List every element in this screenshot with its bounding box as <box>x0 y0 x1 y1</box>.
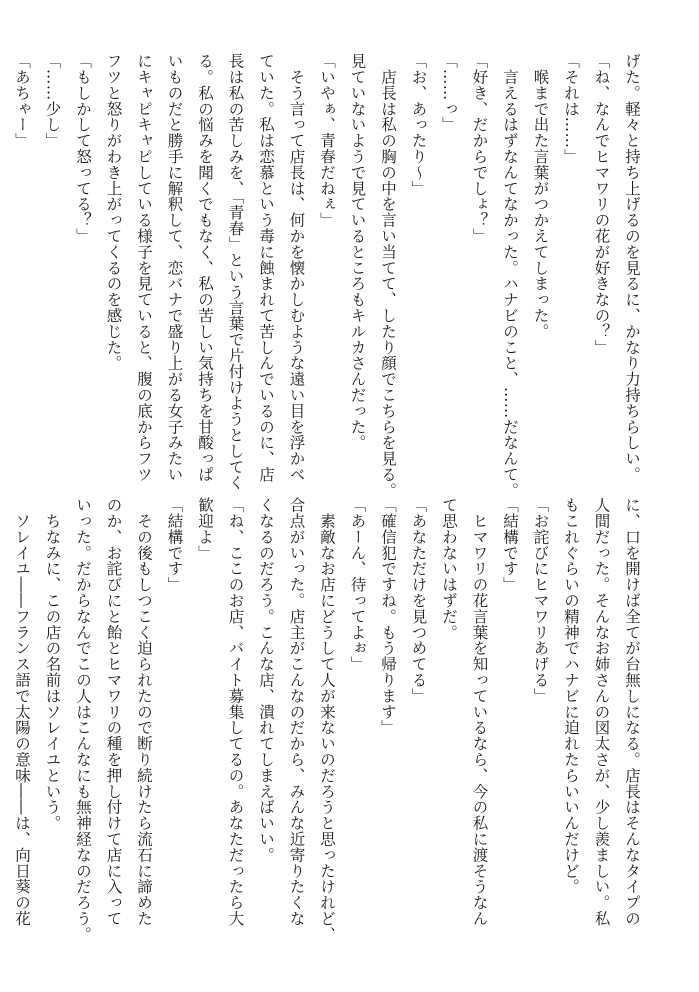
text-line: 長は私の苦しみを、「青春」という言葉で片付けようとしてく <box>226 53 245 491</box>
text-line: くなるのだろう。こんな店、潰れてしまえばいい。 <box>257 497 275 863</box>
text-line: 「あちゃー」 <box>13 53 31 149</box>
text-line: 喉まで出た言葉がつかえてしまった。 <box>531 53 550 340</box>
text-line: ヒマワリの花言葉を知っているなら、今の私に渡そうなん <box>470 497 489 927</box>
text-line: 人間だった。そんなお姉さんの図太さが、少し羨ましい。私 <box>592 497 611 927</box>
text-line: ソレイユ――フランス語で太陽の意味――は、向日葵の花 <box>13 497 31 927</box>
text-block-top <box>13 53 647 499</box>
text-block-bottom <box>13 497 647 943</box>
text-line: 「それは……」 <box>562 53 580 165</box>
text-line: 「あーん、待ってよぉ」 <box>348 497 367 672</box>
text-line: のか、お詫びにと飴とヒマワリの種を押し付けて店に入って <box>104 497 123 927</box>
text-line: いものだと勝手に解釈して、恋バナで盛り上がる女子みたい <box>165 53 184 483</box>
text-line: 合点がいった。店主がこんなのだから、みんな近寄りたくな <box>287 497 306 927</box>
text-line: 「結構です」 <box>165 497 184 593</box>
text-line: 「……少し」 <box>43 53 62 149</box>
text-line: 「好き、だからでしょ？」 <box>470 53 489 244</box>
text-line: 「ね、ここのお店、バイト募集してるの。あなただったら大 <box>226 497 245 927</box>
text-line: にキャピキャピしている様子を見ていると、腹の底からフツ <box>135 53 153 483</box>
text-line: そう言って店長は、何かを懐かしむような遠い目を浮かべ <box>287 53 306 483</box>
text-line <box>0 53 7 458</box>
text-line: 「結構です」 <box>501 497 519 593</box>
text-line: 「ね、なんでヒマワリの花が好きなの？」 <box>592 53 611 356</box>
text-line: て思わないはずだ。 <box>440 497 458 641</box>
text-line: 見ていないようで見ているところもキルカさんだった。 <box>348 53 367 451</box>
text-line: ちなみに、この店の名前はソレイユという。 <box>43 497 62 831</box>
text-line: 素敵なお店にどうして人が来ないのだろうと思ったけれど、 <box>318 497 336 943</box>
text-line: その後もしつこく迫られたので断り続けたら流石に諦めた <box>135 497 153 927</box>
text-line: 「お、あったり～」 <box>409 53 428 197</box>
text-line: に、口を開けば全てが台無しになる。店長はそんなタイプの <box>623 497 641 927</box>
text-line: 「確信犯ですね。もう帰ります」 <box>379 497 397 736</box>
text-line: 「もしかして怒ってる？」 <box>74 53 92 244</box>
text-line: 言えるはずなんてなかった。ハナビのこと、……だなんて。 <box>501 53 519 499</box>
text-line: いった。だからなんでこの人はこんなにも無神経なのだろう。 <box>74 497 92 943</box>
text-line <box>0 497 7 897</box>
text-line: 「……っ」 <box>440 53 458 133</box>
text-line: る。私の悩みを聞くでもなく、私の苦しい気持ちを甘酸っぱ <box>196 53 214 483</box>
text-line: もこれぐらいの精神でハナビに迫れたらいいんだけど。 <box>562 497 580 895</box>
text-line: 「あなただけを見つめてる」 <box>409 497 428 704</box>
text-line: 「お詫びにヒマワリあげる」 <box>531 497 550 704</box>
text-line: フツと怒りがわき上がってくるのを感じた。 <box>104 53 123 371</box>
text-line: ていた。私は恋慕という毒に蝕まれて苦しんでいるのに、店 <box>257 53 275 483</box>
text-line: 店長は私の胸の中を言い当てて、したり顔でこちらを見る。 <box>379 53 397 499</box>
text-line: げた。軽々と持ち上げるのを見るに、かなり力持ちらしい。 <box>623 53 641 483</box>
text-line: 「いやぁ、青春だねぇ」 <box>318 53 336 228</box>
text-line: 歓迎よ」 <box>196 497 214 561</box>
